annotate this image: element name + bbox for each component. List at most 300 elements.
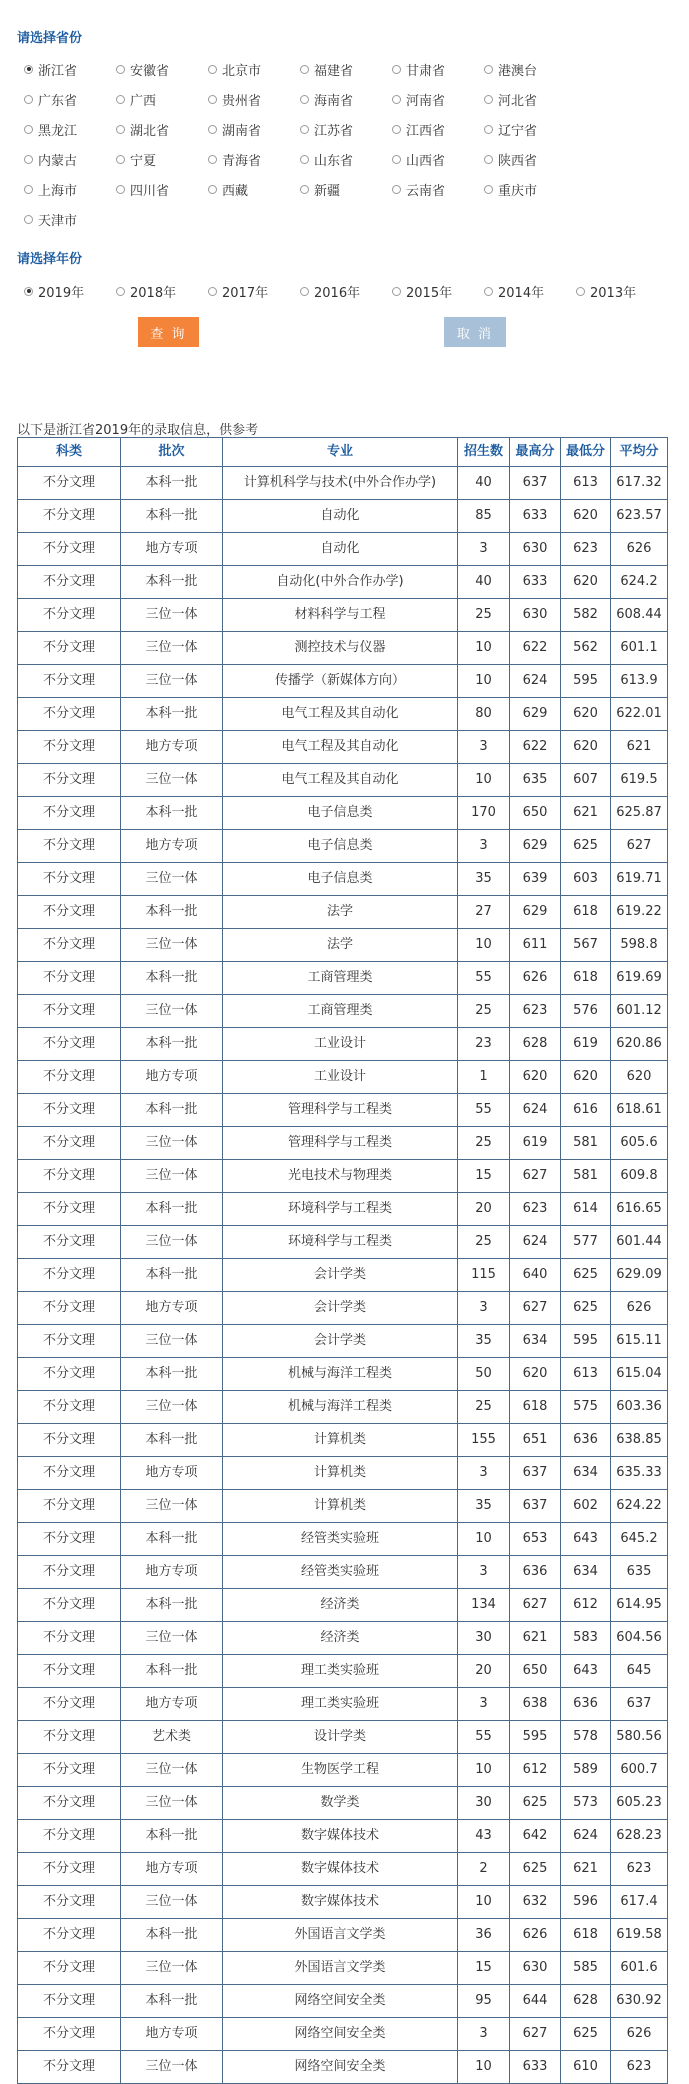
cell-batch: 三位一体 <box>121 1490 223 1523</box>
cell-category: 不分文理 <box>18 500 121 533</box>
province-option[interactable] <box>116 180 169 198</box>
cell-category: 不分文理 <box>18 1358 121 1391</box>
cell-max-score: 627 <box>510 1292 561 1325</box>
cell-batch: 地方专项 <box>121 533 223 566</box>
cell-avg-score: 626 <box>611 1292 668 1325</box>
province-option[interactable] <box>208 90 261 108</box>
radio-button-icon[interactable] <box>484 185 493 194</box>
radio-button-icon[interactable] <box>392 65 401 74</box>
radio-button-icon[interactable] <box>392 287 401 296</box>
province-option-label: 浙江省 <box>38 63 78 79</box>
cell-category: 不分文理 <box>18 1127 121 1160</box>
province-option[interactable] <box>116 60 169 78</box>
province-option[interactable] <box>208 150 261 168</box>
cell-major: 网络空间安全类 <box>223 2018 458 2051</box>
cell-avg-score: 609.8 <box>611 1160 668 1193</box>
cell-enrollment: 10 <box>458 929 510 962</box>
table-row <box>18 632 668 665</box>
cell-avg-score: 623.57 <box>611 500 668 533</box>
cell-avg-score: 601.12 <box>611 995 668 1028</box>
radio-button-icon[interactable] <box>484 287 493 296</box>
radio-button-icon[interactable] <box>24 125 33 134</box>
radio-button-icon[interactable] <box>24 287 33 296</box>
cell-enrollment: 10 <box>458 632 510 665</box>
cell-max-score: 624 <box>510 1094 561 1127</box>
cell-category: 不分文理 <box>18 1226 121 1259</box>
cell-enrollment: 3 <box>458 1556 510 1589</box>
cell-major: 法学 <box>223 929 458 962</box>
cell-max-score: 642 <box>510 1820 561 1853</box>
cell-min-score: 625 <box>561 1292 611 1325</box>
cell-batch: 地方专项 <box>121 1853 223 1886</box>
cell-avg-score: 626 <box>611 533 668 566</box>
cell-category: 不分文理 <box>18 929 121 962</box>
radio-button-icon[interactable] <box>576 287 585 296</box>
table-row <box>18 962 668 995</box>
radio-button-icon[interactable] <box>208 155 217 164</box>
cell-min-score: 620 <box>561 566 611 599</box>
cell-category: 不分文理 <box>18 2051 121 2084</box>
year-option[interactable] <box>300 282 360 300</box>
province-option-label: 天津市 <box>38 213 78 229</box>
cell-max-score: 625 <box>510 1787 561 1820</box>
results-caption: 以下是浙江省2019年的录取信息，供参考 <box>17 423 259 438</box>
cell-category: 不分文理 <box>18 1952 121 1985</box>
cell-enrollment: 20 <box>458 1655 510 1688</box>
cell-avg-score: 635 <box>611 1556 668 1589</box>
radio-button-icon[interactable] <box>392 155 401 164</box>
radio-button-icon[interactable] <box>116 125 125 134</box>
province-option-label: 湖南省 <box>222 123 262 139</box>
province-option[interactable] <box>392 150 445 168</box>
table-row <box>18 1028 668 1061</box>
cell-max-score: 623 <box>510 995 561 1028</box>
cell-avg-score: 645 <box>611 1655 668 1688</box>
province-option-label: 福建省 <box>314 63 354 79</box>
province-option-label: 安徽省 <box>130 63 170 79</box>
province-option-label: 港澳台 <box>498 63 538 79</box>
radio-button-icon[interactable] <box>116 65 125 74</box>
table-row <box>18 1622 668 1655</box>
province-option[interactable] <box>300 60 353 78</box>
cell-major: 电子信息类 <box>223 830 458 863</box>
province-option-label: 河南省 <box>406 93 446 109</box>
admission-table <box>17 437 668 2084</box>
radio-button-icon[interactable] <box>300 185 309 194</box>
cell-min-score: 595 <box>561 1325 611 1358</box>
cell-category: 不分文理 <box>18 1325 121 1358</box>
table-row <box>18 1160 668 1193</box>
radio-button-icon[interactable] <box>116 287 125 296</box>
cell-avg-score: 617.4 <box>611 1886 668 1919</box>
cell-min-score: 596 <box>561 1886 611 1919</box>
table-row <box>18 665 668 698</box>
radio-button-icon[interactable] <box>484 95 493 104</box>
cell-avg-score: 615.04 <box>611 1358 668 1391</box>
province-option[interactable] <box>24 120 77 138</box>
radio-button-icon[interactable] <box>300 65 309 74</box>
table-row <box>18 1721 668 1754</box>
cell-category: 不分文理 <box>18 1490 121 1523</box>
cell-max-score: 619 <box>510 1127 561 1160</box>
radio-button-icon[interactable] <box>484 65 493 74</box>
year-option[interactable] <box>24 282 84 300</box>
radio-button-icon[interactable] <box>208 287 217 296</box>
table-row <box>18 1688 668 1721</box>
province-option[interactable] <box>116 120 169 138</box>
cell-min-score: 610 <box>561 2051 611 2084</box>
header-major: 专业 <box>223 438 458 467</box>
cell-avg-score: 619.71 <box>611 863 668 896</box>
table-row <box>18 2051 668 2084</box>
cell-category: 不分文理 <box>18 632 121 665</box>
table-row <box>18 1292 668 1325</box>
cell-batch: 地方专项 <box>121 830 223 863</box>
province-option-label: 西藏 <box>222 183 249 199</box>
cell-major: 材料科学与工程 <box>223 599 458 632</box>
cell-batch: 三位一体 <box>121 929 223 962</box>
cell-major: 计算机类 <box>223 1490 458 1523</box>
cancel-button[interactable]: 取 消 <box>444 317 506 347</box>
cell-major: 经管类实验班 <box>223 1556 458 1589</box>
province-option-label: 上海市 <box>38 183 78 199</box>
cell-max-score: 653 <box>510 1523 561 1556</box>
cell-avg-score: 615.11 <box>611 1325 668 1358</box>
cell-min-score: 618 <box>561 962 611 995</box>
cell-min-score: 578 <box>561 1721 611 1754</box>
radio-button-icon[interactable] <box>300 155 309 164</box>
cell-max-score: 630 <box>510 533 561 566</box>
cell-enrollment: 30 <box>458 1622 510 1655</box>
cell-category: 不分文理 <box>18 1754 121 1787</box>
cell-major: 计算机科学与技术(中外合作办学) <box>223 467 458 500</box>
cell-batch: 三位一体 <box>121 863 223 896</box>
radio-button-icon[interactable] <box>116 155 125 164</box>
cell-min-score: 634 <box>561 1556 611 1589</box>
table-row <box>18 1655 668 1688</box>
cell-batch: 地方专项 <box>121 1061 223 1094</box>
cell-avg-score: 601.6 <box>611 1952 668 1985</box>
cell-enrollment: 15 <box>458 1952 510 1985</box>
radio-button-icon[interactable] <box>24 185 33 194</box>
cell-major: 工业设计 <box>223 1028 458 1061</box>
cell-min-score: 607 <box>561 764 611 797</box>
province-option[interactable] <box>116 90 156 108</box>
cell-max-score: 611 <box>510 929 561 962</box>
province-option-label: 湖北省 <box>130 123 170 139</box>
cell-avg-score: 620.86 <box>611 1028 668 1061</box>
cell-batch: 本科一批 <box>121 1193 223 1226</box>
cell-max-score: 629 <box>510 698 561 731</box>
radio-button-icon[interactable] <box>208 95 217 104</box>
cell-batch: 本科一批 <box>121 797 223 830</box>
cell-enrollment: 40 <box>458 566 510 599</box>
province-option[interactable] <box>24 210 77 228</box>
cell-max-score: 618 <box>510 1391 561 1424</box>
table-row <box>18 1985 668 2018</box>
province-option[interactable] <box>208 120 261 138</box>
cell-major: 传播学（新媒体方向） <box>223 665 458 698</box>
province-option[interactable] <box>392 120 445 138</box>
cell-major: 经济类 <box>223 1589 458 1622</box>
cell-enrollment: 25 <box>458 1226 510 1259</box>
year-option-label: 2019年 <box>38 285 85 301</box>
cell-max-score: 626 <box>510 962 561 995</box>
cell-category: 不分文理 <box>18 1457 121 1490</box>
radio-button-icon[interactable] <box>300 125 309 134</box>
cell-min-score: 581 <box>561 1160 611 1193</box>
cell-enrollment: 3 <box>458 2018 510 2051</box>
cell-min-score: 620 <box>561 698 611 731</box>
cell-avg-score: 605.6 <box>611 1127 668 1160</box>
cell-batch: 地方专项 <box>121 1292 223 1325</box>
table-row <box>18 1424 668 1457</box>
province-option[interactable] <box>24 180 77 198</box>
table-row <box>18 1589 668 1622</box>
radio-button-icon[interactable] <box>24 95 33 104</box>
cell-avg-score: 622.01 <box>611 698 668 731</box>
province-option-label: 山东省 <box>314 153 354 169</box>
cell-max-score: 633 <box>510 566 561 599</box>
radio-button-icon[interactable] <box>392 125 401 134</box>
province-option[interactable] <box>300 180 340 198</box>
table-row <box>18 1094 668 1127</box>
radio-button-icon[interactable] <box>24 215 33 224</box>
year-option[interactable] <box>208 282 268 300</box>
radio-button-icon[interactable] <box>116 95 125 104</box>
province-option[interactable] <box>24 150 77 168</box>
cell-max-score: 633 <box>510 500 561 533</box>
radio-button-icon[interactable] <box>116 185 125 194</box>
cell-batch: 本科一批 <box>121 1424 223 1457</box>
cell-category: 不分文理 <box>18 863 121 896</box>
table-row <box>18 764 668 797</box>
cell-avg-score: 628.23 <box>611 1820 668 1853</box>
cell-min-score: 582 <box>561 599 611 632</box>
cell-category: 不分文理 <box>18 1688 121 1721</box>
cell-enrollment: 10 <box>458 764 510 797</box>
year-option-label: 2015年 <box>406 285 453 301</box>
cell-enrollment: 3 <box>458 731 510 764</box>
province-option[interactable] <box>116 150 156 168</box>
radio-button-icon[interactable] <box>208 125 217 134</box>
cell-max-score: 624 <box>510 665 561 698</box>
cell-batch: 地方专项 <box>121 1688 223 1721</box>
cell-enrollment: 55 <box>458 962 510 995</box>
cell-category: 不分文理 <box>18 1028 121 1061</box>
radio-button-icon[interactable] <box>24 65 33 74</box>
table-row <box>18 1193 668 1226</box>
year-option[interactable] <box>392 282 452 300</box>
province-option[interactable] <box>300 90 353 108</box>
cell-enrollment: 3 <box>458 1688 510 1721</box>
province-option-label: 辽宁省 <box>498 123 538 139</box>
cell-enrollment: 80 <box>458 698 510 731</box>
cell-major: 生物医学工程 <box>223 1754 458 1787</box>
table-row <box>18 1490 668 1523</box>
cell-enrollment: 50 <box>458 1358 510 1391</box>
cell-max-score: 637 <box>510 1490 561 1523</box>
cell-max-score: 622 <box>510 632 561 665</box>
cell-major: 会计学类 <box>223 1292 458 1325</box>
radio-button-icon[interactable] <box>484 155 493 164</box>
province-option[interactable] <box>208 60 261 78</box>
province-option[interactable] <box>484 60 537 78</box>
cell-enrollment: 25 <box>458 1391 510 1424</box>
cell-enrollment: 27 <box>458 896 510 929</box>
cell-batch: 三位一体 <box>121 632 223 665</box>
cell-batch: 三位一体 <box>121 1391 223 1424</box>
cell-min-score: 585 <box>561 1952 611 1985</box>
table-row <box>18 1787 668 1820</box>
table-row <box>18 2018 668 2051</box>
cell-major: 机械与海洋工程类 <box>223 1391 458 1424</box>
cell-enrollment: 23 <box>458 1028 510 1061</box>
province-option[interactable] <box>484 120 537 138</box>
radio-button-icon[interactable] <box>484 125 493 134</box>
cell-max-score: 638 <box>510 1688 561 1721</box>
cell-major: 环境科学与工程类 <box>223 1193 458 1226</box>
province-option-label: 陕西省 <box>498 153 538 169</box>
cell-major: 管理科学与工程类 <box>223 1094 458 1127</box>
cell-min-score: 621 <box>561 1853 611 1886</box>
cell-category: 不分文理 <box>18 731 121 764</box>
cell-max-score: 640 <box>510 1259 561 1292</box>
cell-max-score: 620 <box>510 1358 561 1391</box>
cell-avg-score: 626 <box>611 2018 668 2051</box>
cell-major: 会计学类 <box>223 1325 458 1358</box>
cell-min-score: 618 <box>561 896 611 929</box>
cell-min-score: 628 <box>561 1985 611 2018</box>
province-option-label: 新疆 <box>314 183 341 199</box>
cell-batch: 三位一体 <box>121 1127 223 1160</box>
cell-category: 不分文理 <box>18 665 121 698</box>
province-option[interactable] <box>392 180 445 198</box>
cell-category: 不分文理 <box>18 1622 121 1655</box>
cell-enrollment: 95 <box>458 1985 510 2018</box>
cell-max-score: 632 <box>510 1886 561 1919</box>
province-option[interactable] <box>300 150 353 168</box>
header-avg-score: 平均分 <box>611 438 668 467</box>
cell-avg-score: 601.44 <box>611 1226 668 1259</box>
cell-batch: 本科一批 <box>121 1523 223 1556</box>
cell-batch: 本科一批 <box>121 500 223 533</box>
cell-batch: 三位一体 <box>121 1787 223 1820</box>
table-row <box>18 929 668 962</box>
cell-max-score: 630 <box>510 599 561 632</box>
header-max-score: 最高分 <box>510 438 561 467</box>
radio-button-icon[interactable] <box>300 95 309 104</box>
cell-batch: 三位一体 <box>121 599 223 632</box>
table-row <box>18 896 668 929</box>
cell-category: 不分文理 <box>18 1589 121 1622</box>
cell-avg-score: 619.69 <box>611 962 668 995</box>
cell-major: 环境科学与工程类 <box>223 1226 458 1259</box>
cell-enrollment: 3 <box>458 533 510 566</box>
cell-batch: 地方专项 <box>121 1457 223 1490</box>
cell-major: 外国语言文学类 <box>223 1919 458 1952</box>
cell-min-score: 612 <box>561 1589 611 1622</box>
cell-batch: 艺术类 <box>121 1721 223 1754</box>
province-option-label: 江西省 <box>406 123 446 139</box>
cell-min-score: 620 <box>561 731 611 764</box>
province-option[interactable] <box>392 60 445 78</box>
province-option-label: 广东省 <box>38 93 78 109</box>
province-option[interactable] <box>484 90 537 108</box>
province-option-label: 海南省 <box>314 93 354 109</box>
query-button[interactable]: 查 询 <box>138 317 199 347</box>
cell-major: 机械与海洋工程类 <box>223 1358 458 1391</box>
cell-enrollment: 3 <box>458 1292 510 1325</box>
province-option[interactable] <box>24 90 77 108</box>
cell-batch: 本科一批 <box>121 1919 223 1952</box>
cell-major: 计算机类 <box>223 1424 458 1457</box>
cell-category: 不分文理 <box>18 1094 121 1127</box>
header-enrollment: 招生数 <box>458 438 510 467</box>
cell-max-score: 622 <box>510 731 561 764</box>
cell-avg-score: 608.44 <box>611 599 668 632</box>
table-row <box>18 1556 668 1589</box>
province-option[interactable] <box>484 180 537 198</box>
cell-max-score: 627 <box>510 1160 561 1193</box>
cell-max-score: 628 <box>510 1028 561 1061</box>
cell-avg-score: 629.09 <box>611 1259 668 1292</box>
province-option[interactable] <box>24 60 77 78</box>
cell-avg-score: 617.32 <box>611 467 668 500</box>
radio-button-icon[interactable] <box>300 287 309 296</box>
year-option[interactable] <box>484 282 544 300</box>
province-option[interactable] <box>300 120 353 138</box>
cell-batch: 三位一体 <box>121 665 223 698</box>
cell-min-score: 589 <box>561 1754 611 1787</box>
cell-major: 理工类实验班 <box>223 1655 458 1688</box>
header-batch: 批次 <box>121 438 223 467</box>
cell-avg-score: 621 <box>611 731 668 764</box>
radio-button-icon[interactable] <box>392 185 401 194</box>
cell-category: 不分文理 <box>18 1787 121 1820</box>
radio-button-icon[interactable] <box>392 95 401 104</box>
province-option-label: 北京市 <box>222 63 262 79</box>
cell-min-score: 619 <box>561 1028 611 1061</box>
cell-enrollment: 20 <box>458 1193 510 1226</box>
cell-major: 电子信息类 <box>223 863 458 896</box>
cell-category: 不分文理 <box>18 1820 121 1853</box>
cell-category: 不分文理 <box>18 467 121 500</box>
cell-avg-score: 638.85 <box>611 1424 668 1457</box>
cell-min-score: 602 <box>561 1490 611 1523</box>
province-option[interactable] <box>392 90 445 108</box>
radio-button-icon[interactable] <box>24 155 33 164</box>
table-row <box>18 1886 668 1919</box>
cell-major: 工业设计 <box>223 1061 458 1094</box>
cell-enrollment: 35 <box>458 863 510 896</box>
cell-batch: 三位一体 <box>121 764 223 797</box>
year-option[interactable] <box>576 282 636 300</box>
cell-enrollment: 55 <box>458 1094 510 1127</box>
province-option[interactable] <box>208 180 248 198</box>
cell-batch: 本科一批 <box>121 467 223 500</box>
cell-category: 不分文理 <box>18 1160 121 1193</box>
province-option[interactable] <box>484 150 537 168</box>
cell-min-score: 625 <box>561 2018 611 2051</box>
year-option[interactable] <box>116 282 176 300</box>
radio-button-icon[interactable] <box>208 185 217 194</box>
table-row <box>18 1259 668 1292</box>
cell-category: 不分文理 <box>18 1193 121 1226</box>
header-category: 科类 <box>18 438 121 467</box>
table-row <box>18 797 668 830</box>
radio-button-icon[interactable] <box>208 65 217 74</box>
